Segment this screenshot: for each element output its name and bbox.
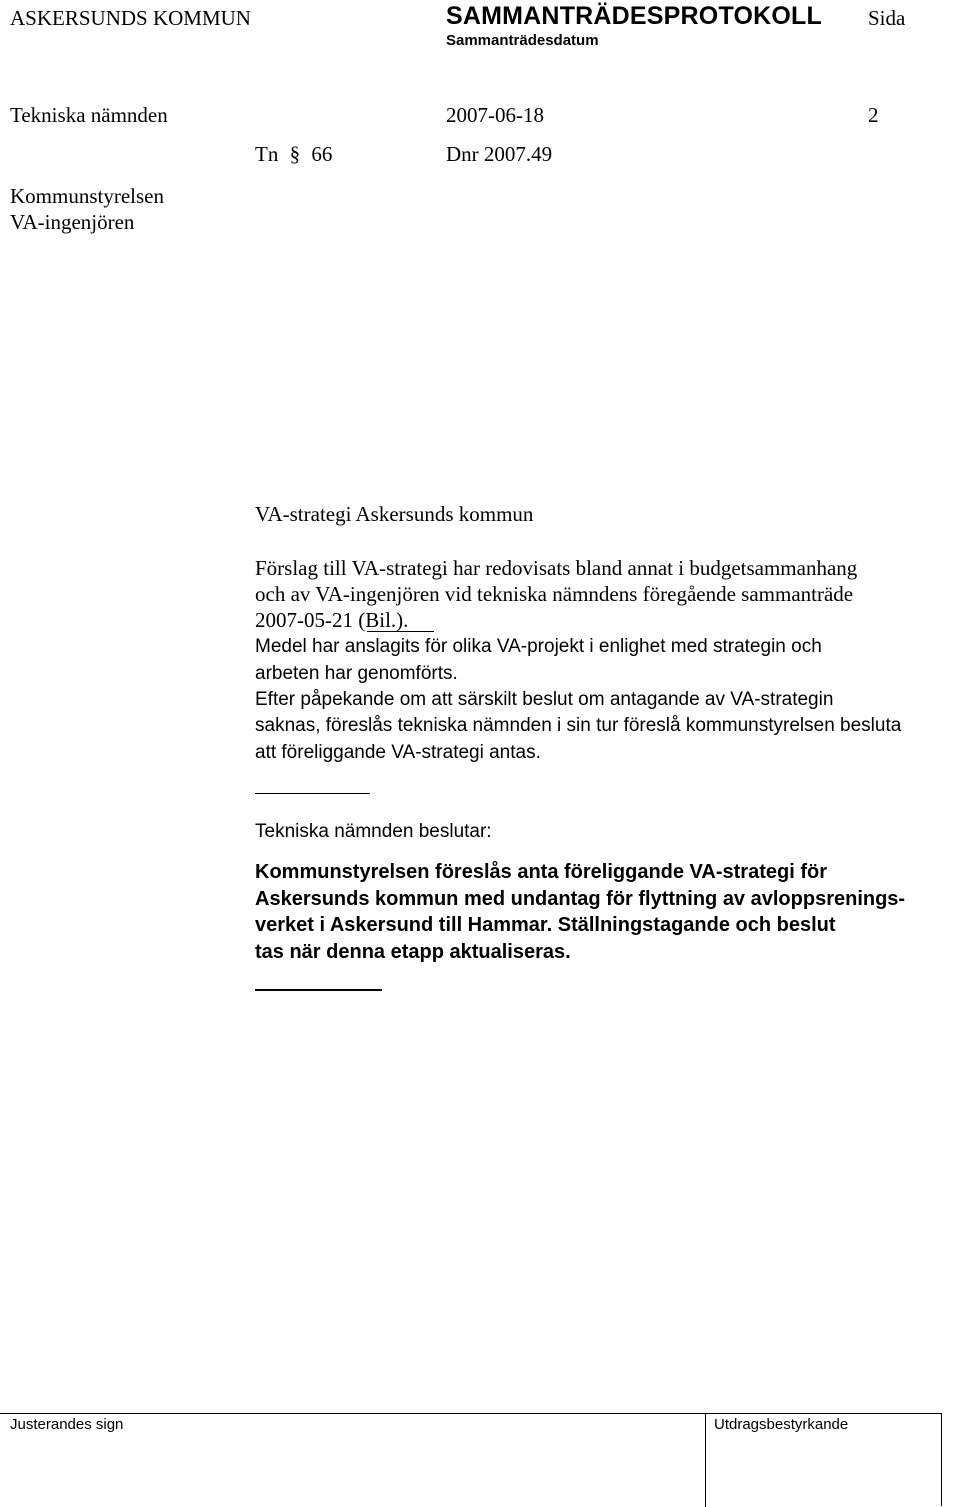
body-p3-line-3: att föreliggande VA-strategi antas. xyxy=(255,742,541,763)
paragraph-number xyxy=(255,142,332,167)
page-number: 2 xyxy=(868,103,879,127)
paragraph-sign: § xyxy=(289,142,301,166)
footer-adjuster-signature-label: Justerandes sign xyxy=(10,1416,124,1433)
body-p3-line-2: saknas, föreslås tekniska nämnden i sin tur föreslå kommunstyrelsen besluta xyxy=(255,715,902,736)
case-heading: VA-strategi Askersunds kommun xyxy=(255,502,534,526)
footer-divider xyxy=(705,1414,706,1507)
decision-line-1: Kommunstyrelsen föreslås anta föreliggande VA-strategi för xyxy=(255,861,827,883)
registration-number: Dnr 2007.49 xyxy=(446,142,553,166)
decision-line-4: tas när denna etapp aktualiseras. xyxy=(255,941,571,963)
municipality-name: ASKERSUNDS KOMMUN xyxy=(10,6,251,30)
body-p1-line-1: Förslag till VA-strategi har redovisats bland annat i budgetsammanhang xyxy=(255,556,858,580)
footer-signature-box xyxy=(0,1413,942,1506)
bil-underline xyxy=(367,631,434,632)
body-p3-line-1: Efter påpekande om att särskilt beslut om antagande av VA-strategin xyxy=(255,689,834,710)
document-title: SAMMANTRÄDESPROTOKOLL xyxy=(446,2,822,30)
committee-name: Tekniska nämnden xyxy=(10,103,168,127)
footer-extract-certification-label: Utdragsbestyrkande xyxy=(714,1416,849,1433)
recipient-kommunstyrelsen: Kommunstyrelsen xyxy=(10,184,164,208)
body-p2-line-2: arbeten har genomförts. xyxy=(255,663,458,684)
meeting-date: 2007-06-18 xyxy=(446,103,544,127)
body-p2-line-1: Medel har anslagits för olika VA-projekt i enlighet med strategin och xyxy=(255,636,822,657)
section-separator xyxy=(255,793,370,794)
decision-line-2: Askersunds kommun med undantag för flyttning av avloppsrenings- xyxy=(255,888,906,910)
decision-heading: Tekniska nämnden beslutar: xyxy=(255,821,492,842)
body-p1-line-3: 2007-05-21 (Bil.). xyxy=(255,608,409,632)
paragraph-value: 66 xyxy=(311,142,333,166)
end-separator xyxy=(255,989,382,991)
body-p1-line-2: och av VA-ingenjören vid tekniska nämndens föregående sammanträde xyxy=(255,582,854,606)
decision-line-3: verket i Askersund till Hammar. Ställningstagande och beslut xyxy=(255,914,836,936)
page-label: Sida xyxy=(868,6,906,30)
recipient-va-ingenjoren: VA-ingenjören xyxy=(10,210,135,234)
paragraph-prefix: Tn xyxy=(255,142,279,166)
meeting-date-label: Sammanträdesdatum xyxy=(446,32,599,49)
